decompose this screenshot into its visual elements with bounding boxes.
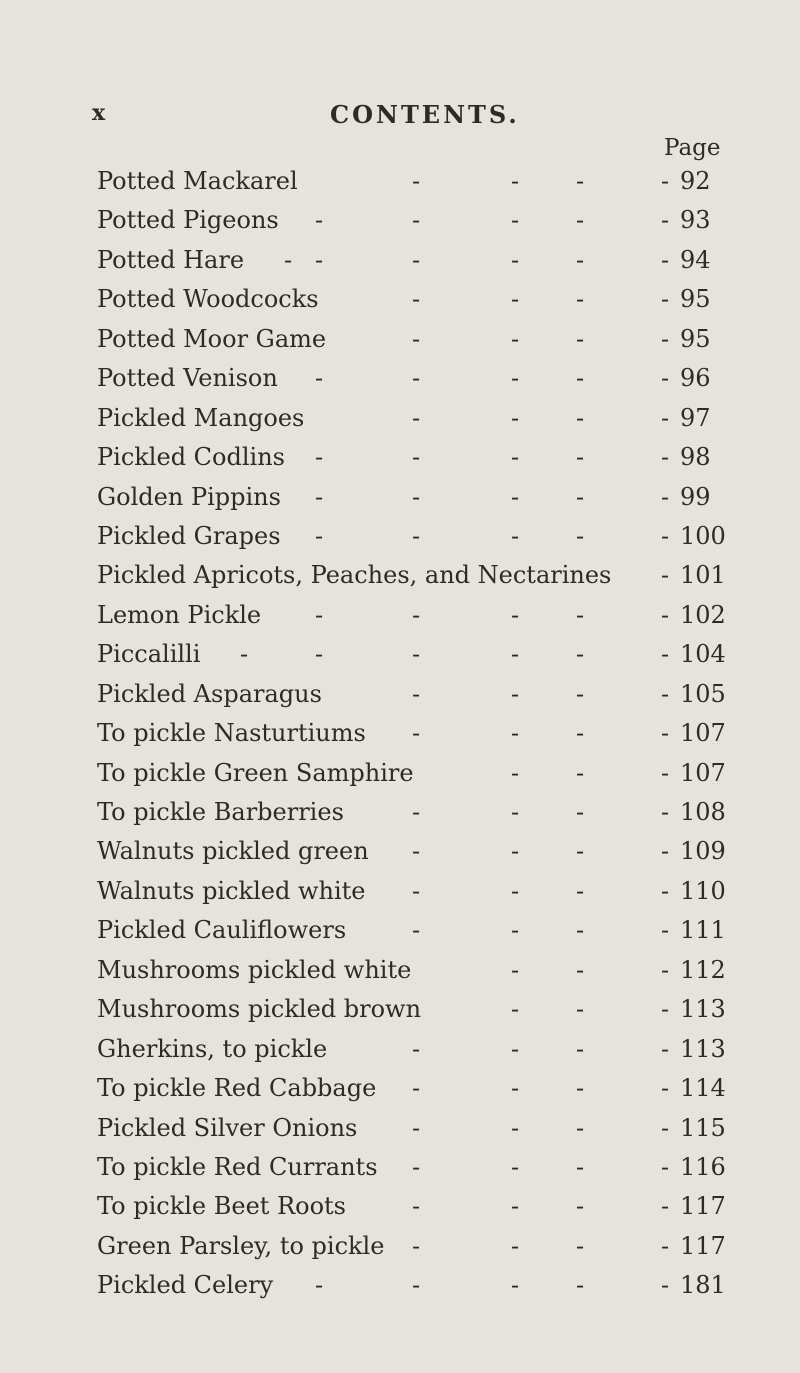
leader-dash: -: [576, 679, 585, 708]
leader-dash: -: [576, 1152, 585, 1181]
entry-page-number: 107: [680, 719, 726, 748]
leader-dash: -: [661, 324, 670, 353]
leader-dash: -: [511, 995, 520, 1024]
contents-entry: [97, 1109, 740, 1148]
leader-dash: -: [661, 403, 670, 432]
leader-dash: -: [576, 167, 585, 195]
entry-page-number: 96: [680, 364, 711, 393]
leader-dash: -: [511, 798, 520, 826]
leader-dash: -: [576, 285, 585, 314]
leader-dash: -: [511, 679, 520, 708]
entry-title: Pickled Mangoes: [97, 403, 305, 432]
leader-dash: -: [661, 837, 670, 866]
leader-dash: -: [661, 1034, 670, 1063]
entry-title: Potted Mackarel: [97, 167, 298, 195]
leader-dash: -: [576, 1113, 585, 1142]
contents-entry: [97, 399, 740, 438]
leader-dash: -: [576, 1192, 585, 1221]
leader-dash: -: [412, 482, 421, 511]
leader-dash: -: [412, 798, 421, 826]
entry-page-number: 112: [680, 955, 726, 984]
leader-dash: -: [315, 443, 324, 472]
leader-dash: -: [412, 876, 421, 905]
leader-dash: -: [576, 916, 585, 945]
leader-dash: -: [661, 995, 670, 1024]
entry-title: Golden Pippins: [97, 482, 281, 511]
leader-dash: -: [511, 719, 520, 748]
leader-dash: -: [576, 798, 585, 826]
leader-dash: -: [412, 206, 421, 235]
leader-dash: -: [576, 1034, 585, 1063]
entry-title: Potted Pigeons: [97, 206, 279, 235]
leader-dash: -: [284, 245, 293, 274]
leader-dash: -: [511, 1271, 520, 1300]
entry-title: Mushrooms pickled white: [97, 955, 412, 984]
leader-dash: -: [412, 403, 421, 432]
entry-page-number: 115: [680, 1113, 726, 1142]
leader-dash: -: [511, 364, 520, 393]
contents-entry: [97, 478, 740, 517]
contents-list: [97, 162, 740, 1306]
entry-title: To pickle Barberries: [97, 798, 344, 826]
leader-dash: -: [576, 206, 585, 235]
leader-dash: -: [412, 916, 421, 945]
leader-dash: -: [576, 403, 585, 432]
leader-dash: -: [511, 521, 520, 550]
entry-page-number: 104: [680, 640, 726, 669]
leader-dash: -: [576, 1074, 585, 1103]
entry-title: To pickle Red Cabbage: [97, 1074, 377, 1103]
contents-entry: [97, 1030, 740, 1069]
leader-dash: -: [412, 1034, 421, 1063]
entry-page-number: 98: [680, 443, 711, 472]
leader-dash: -: [412, 1231, 421, 1260]
contents-entry: [97, 556, 740, 595]
entry-title: Walnuts pickled green: [97, 837, 369, 866]
leader-dash: -: [661, 876, 670, 905]
leader-dash: -: [511, 482, 520, 511]
contents-entry: [97, 951, 740, 990]
contents-entry: [97, 872, 740, 911]
leader-dash: -: [511, 403, 520, 432]
leader-dash: -: [511, 1034, 520, 1063]
leader-dash: -: [576, 324, 585, 353]
leader-dash: -: [661, 285, 670, 314]
leader-dash: -: [511, 206, 520, 235]
entry-page-number: 117: [680, 1231, 726, 1260]
leader-dash: -: [511, 167, 520, 195]
leader-dash: -: [315, 600, 324, 629]
leader-dash: -: [315, 364, 324, 393]
leader-dash: -: [315, 206, 324, 235]
contents-entry: [97, 320, 740, 359]
page-column-label: Page: [664, 135, 721, 161]
entry-title: To pickle Red Currants: [97, 1152, 378, 1181]
leader-dash: -: [661, 364, 670, 393]
contents-entry: [97, 911, 740, 950]
entry-title: Pickled Cauliflowers: [97, 916, 347, 945]
contents-entry: [97, 280, 740, 319]
entry-title: To pickle Nasturtiums: [97, 719, 366, 748]
leader-dash: -: [511, 1152, 520, 1181]
entry-page-number: 116: [680, 1152, 726, 1181]
contents-entry: [97, 832, 740, 871]
contents-entry: [97, 793, 740, 832]
leader-dash: -: [511, 1074, 520, 1103]
leader-dash: -: [315, 640, 324, 669]
leader-dash: -: [661, 443, 670, 472]
entry-page-number: 107: [680, 758, 726, 787]
entry-page-number: 101: [680, 561, 726, 590]
contents-entry: [97, 1266, 740, 1305]
leader-dash: -: [412, 600, 421, 629]
leader-dash: -: [661, 600, 670, 629]
leader-dash: -: [315, 521, 324, 550]
leader-dash: -: [576, 640, 585, 669]
entry-title: Green Parsley, to pickle: [97, 1231, 385, 1260]
entry-page-number: 113: [680, 995, 726, 1024]
leader-dash: -: [576, 364, 585, 393]
contents-entry: [97, 201, 740, 240]
entry-title: Pickled Apricots, Peaches, and Nectarines: [97, 561, 612, 590]
entry-title: Pickled Grapes: [97, 521, 281, 550]
entry-page-number: 92: [680, 167, 711, 195]
leader-dash: -: [576, 995, 585, 1024]
leader-dash: -: [412, 1192, 421, 1221]
leader-dash: -: [661, 798, 670, 826]
leader-dash: -: [576, 837, 585, 866]
entry-page-number: 117: [680, 1192, 726, 1221]
leader-dash: -: [511, 640, 520, 669]
leader-dash: -: [511, 1113, 520, 1142]
leader-dash: -: [576, 955, 585, 984]
leader-dash: -: [511, 876, 520, 905]
leader-dash: -: [661, 955, 670, 984]
entry-title: Mushrooms pickled brown: [97, 995, 422, 1024]
leader-dash: -: [576, 758, 585, 787]
leader-dash: -: [661, 758, 670, 787]
leader-dash: -: [511, 916, 520, 945]
leader-dash: -: [412, 1074, 421, 1103]
leader-dash: -: [661, 679, 670, 708]
leader-dash: -: [576, 600, 585, 629]
running-head: CONTENTS.: [330, 100, 520, 129]
leader-dash: -: [412, 245, 421, 274]
entry-page-number: 110: [680, 876, 726, 905]
leader-dash: -: [661, 482, 670, 511]
leader-dash: -: [315, 1271, 324, 1300]
leader-dash: -: [576, 876, 585, 905]
leader-dash: -: [412, 1271, 421, 1300]
contents-entry: [97, 675, 740, 714]
entry-page-number: 108: [680, 798, 726, 826]
leader-dash: -: [576, 719, 585, 748]
entry-page-number: 181: [680, 1271, 726, 1300]
leader-dash: -: [412, 719, 421, 748]
leader-dash: -: [412, 679, 421, 708]
leader-dash: -: [576, 1271, 585, 1300]
leader-dash: -: [576, 521, 585, 550]
entry-title: Potted Venison: [97, 364, 278, 393]
leader-dash: -: [240, 640, 249, 669]
entry-page-number: 105: [680, 679, 726, 708]
contents-entry: [97, 1148, 740, 1187]
leader-dash: -: [511, 1192, 520, 1221]
contents-entry: [97, 1187, 740, 1226]
contents-entry: [97, 438, 740, 477]
leader-dash: -: [661, 245, 670, 274]
leader-dash: -: [661, 1231, 670, 1260]
leader-dash: -: [661, 521, 670, 550]
leader-dash: -: [412, 521, 421, 550]
leader-dash: -: [511, 1231, 520, 1260]
leader-dash: -: [511, 285, 520, 314]
leader-dash: -: [661, 167, 670, 195]
leader-dash: -: [412, 443, 421, 472]
leader-dash: -: [412, 640, 421, 669]
entry-page-number: 94: [680, 245, 711, 274]
entry-title: Potted Woodcocks: [97, 285, 319, 314]
leader-dash: -: [661, 561, 670, 590]
contents-entry: [97, 596, 740, 635]
entry-title: Walnuts pickled white: [97, 876, 366, 905]
leader-dash: -: [511, 443, 520, 472]
leader-dash: -: [576, 245, 585, 274]
entry-title: Potted Hare: [97, 245, 245, 274]
leader-dash: -: [412, 167, 421, 195]
entry-page-number: 111: [680, 916, 726, 945]
contents-entry: [97, 990, 740, 1029]
leader-dash: -: [661, 719, 670, 748]
leader-dash: -: [661, 1113, 670, 1142]
leader-dash: -: [661, 1192, 670, 1221]
leader-dash: -: [412, 1152, 421, 1181]
leader-dash: -: [661, 1152, 670, 1181]
entry-page-number: 99: [680, 482, 711, 511]
leader-dash: -: [576, 443, 585, 472]
leader-dash: -: [661, 206, 670, 235]
leader-dash: -: [412, 364, 421, 393]
leader-dash: -: [511, 324, 520, 353]
entry-page-number: 113: [680, 1034, 726, 1063]
contents-entry: [97, 754, 740, 793]
leader-dash: -: [412, 1113, 421, 1142]
contents-entry: [97, 517, 740, 556]
leader-dash: -: [511, 758, 520, 787]
leader-dash: -: [511, 955, 520, 984]
leader-dash: -: [315, 482, 324, 511]
entry-title: To pickle Beet Roots: [97, 1192, 346, 1221]
leader-dash: -: [661, 1271, 670, 1300]
leader-dash: -: [511, 600, 520, 629]
entry-page-number: 97: [680, 403, 711, 432]
entry-page-number: 102: [680, 600, 726, 629]
leader-dash: -: [661, 640, 670, 669]
leader-dash: -: [412, 837, 421, 866]
entry-title: Pickled Silver Onions: [97, 1113, 358, 1142]
entry-page-number: 95: [680, 324, 711, 353]
contents-entry: [97, 241, 740, 280]
leader-dash: -: [576, 1231, 585, 1260]
entry-page-number: 114: [680, 1074, 726, 1103]
leader-dash: -: [576, 482, 585, 511]
contents-entry: [97, 1069, 740, 1108]
contents-entry: [97, 714, 740, 753]
entry-page-number: 95: [680, 285, 711, 314]
leader-dash: -: [412, 324, 421, 353]
leader-dash: -: [511, 245, 520, 274]
entry-title: Pickled Codlins: [97, 443, 285, 472]
entry-title: Pickled Celery: [97, 1271, 274, 1300]
leader-dash: -: [412, 285, 421, 314]
entry-page-number: 109: [680, 837, 726, 866]
entry-title: Pickled Asparagus: [97, 679, 322, 708]
entry-title: To pickle Green Samphire: [97, 758, 414, 787]
entry-title: Potted Moor Game: [97, 324, 327, 353]
contents-entry: [97, 162, 740, 201]
leader-dash: -: [661, 1074, 670, 1103]
entry-title: Piccalilli: [97, 640, 201, 669]
leader-dash: -: [511, 837, 520, 866]
entry-title: Lemon Pickle: [97, 600, 262, 629]
leader-dash: -: [661, 916, 670, 945]
contents-entry: [97, 635, 740, 674]
entry-page-number: 100: [680, 521, 726, 550]
entry-page-number: 93: [680, 206, 711, 235]
contents-entry: [97, 1227, 740, 1266]
folio-number: x: [92, 100, 107, 126]
contents-entry: [97, 359, 740, 398]
entry-title: Gherkins, to pickle: [97, 1034, 328, 1063]
leader-dash: -: [315, 245, 324, 274]
